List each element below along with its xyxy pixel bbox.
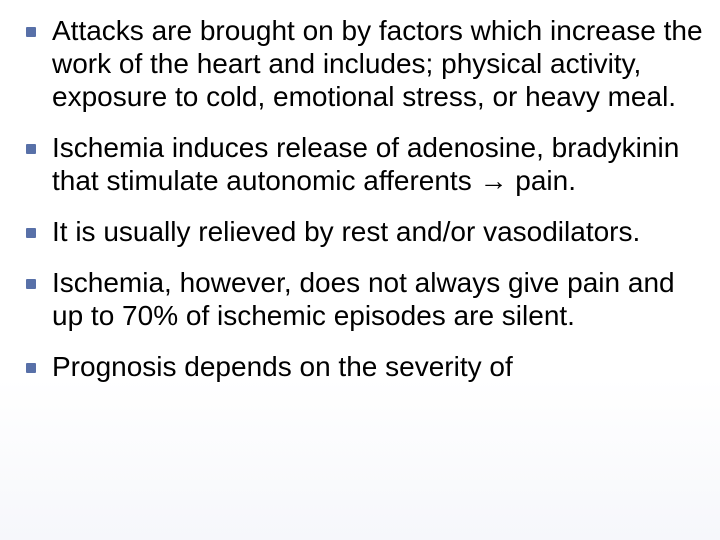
- bullet-item: [26, 131, 706, 197]
- square-bullet-icon: [26, 228, 36, 238]
- bullet-item: [26, 215, 706, 248]
- square-bullet-icon: [26, 144, 36, 154]
- bullet-text: It is usually relieved by rest and/or vasodilators.: [52, 216, 641, 247]
- bullet-list: [26, 14, 706, 401]
- square-bullet-icon: [26, 27, 36, 37]
- square-bullet-icon: [26, 363, 36, 373]
- bullet-item: [26, 350, 706, 383]
- bullet-text: Prognosis depends on the severity of: [52, 351, 513, 382]
- bullet-text: Ischemia induces release of adenosine, bradykinin that stimulate autonomic afferents → pain.: [52, 132, 680, 196]
- bullet-text: Attacks are brought on by factors which increase the work of the heart and includes; physical activity, exposure to cold, emotional stress, or heavy meal.: [52, 15, 703, 112]
- square-bullet-icon: [26, 279, 36, 289]
- bullet-text: Ischemia, however, does not always give pain and up to 70% of ischemic episodes are silent.: [52, 267, 675, 331]
- bullet-item: [26, 266, 706, 332]
- bullet-item: [26, 14, 706, 113]
